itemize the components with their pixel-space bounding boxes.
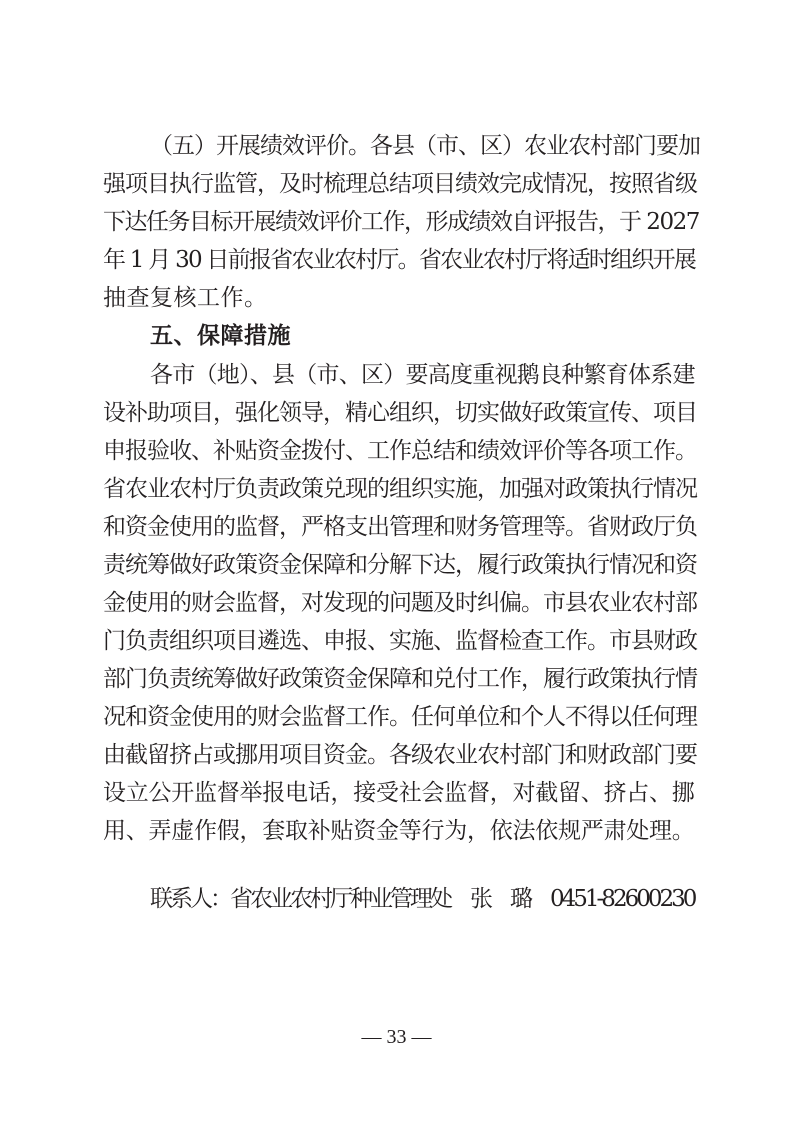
paragraph-line: 抽查复核工作。 bbox=[103, 285, 268, 311]
contact-line: 联系人：省农业农村厅种业管理处 张 璐 0451-82600230 bbox=[150, 886, 695, 912]
paragraph-line: 门负责组织项目遴选、申报、实施、监督检查工作。市县财政 bbox=[103, 628, 697, 654]
page-number: — 33 — bbox=[361, 1026, 432, 1048]
paragraph-line: 用、弄虚作假，套取补贴资金等行为，依法依规严肃处理。 bbox=[103, 818, 695, 844]
paragraph-line: 年 1 月 30 日前报省农业农村厅。省农业农村厅将适时组织开展 bbox=[103, 247, 696, 273]
paragraph-line: 强项目执行监管，及时梳理总结项目绩效完成情况，按照省级 bbox=[103, 171, 697, 197]
paragraph-line: 各市（地）、县（市、区）要高度重视鹅良种繁育体系建 bbox=[150, 362, 695, 388]
paragraph-line: 由截留挤占或挪用项目资金。各级农业农村部门和财政部门要 bbox=[103, 742, 697, 768]
paragraph-line: 省农业农村厅负责政策兑现的组织实施，加强对政策执行情况 bbox=[103, 476, 697, 502]
paragraph-line: 和资金使用的监督，严格支出管理和财务管理等。省财政厅负 bbox=[103, 514, 697, 540]
paragraph-line: 申报验收、补贴资金拨付、工作总结和绩效评价等各项工作。 bbox=[103, 438, 697, 464]
paragraph-line: 况和资金使用的财会监督工作。任何单位和个人不得以任何理 bbox=[103, 704, 697, 730]
paragraph-line: （五）开展绩效评价。各县（市、区）农业农村部门要加 bbox=[150, 133, 700, 159]
paragraph-line: 设立公开监督举报电话，接受社会监督，对截留、挤占、挪 bbox=[103, 780, 695, 806]
section-heading: 五、保障措施 bbox=[150, 322, 291, 349]
paragraph-line: 部门负责统筹做好政策资金保障和兑付工作，履行政策执行情 bbox=[103, 666, 697, 692]
paragraph-line: 金使用的财会监督，对发现的问题及时纠偏。市县农业农村部 bbox=[103, 590, 697, 616]
paragraph-line: 设补助项目，强化领导，精心组织，切实做好政策宣传、项目 bbox=[103, 400, 697, 426]
paragraph-line: 责统筹做好政策资金保障和分解下达，履行政策执行情况和资 bbox=[103, 552, 697, 578]
paragraph-line: 下达任务目标开展绩效评价工作，形成绩效自评报告，于 2027 bbox=[103, 209, 699, 235]
